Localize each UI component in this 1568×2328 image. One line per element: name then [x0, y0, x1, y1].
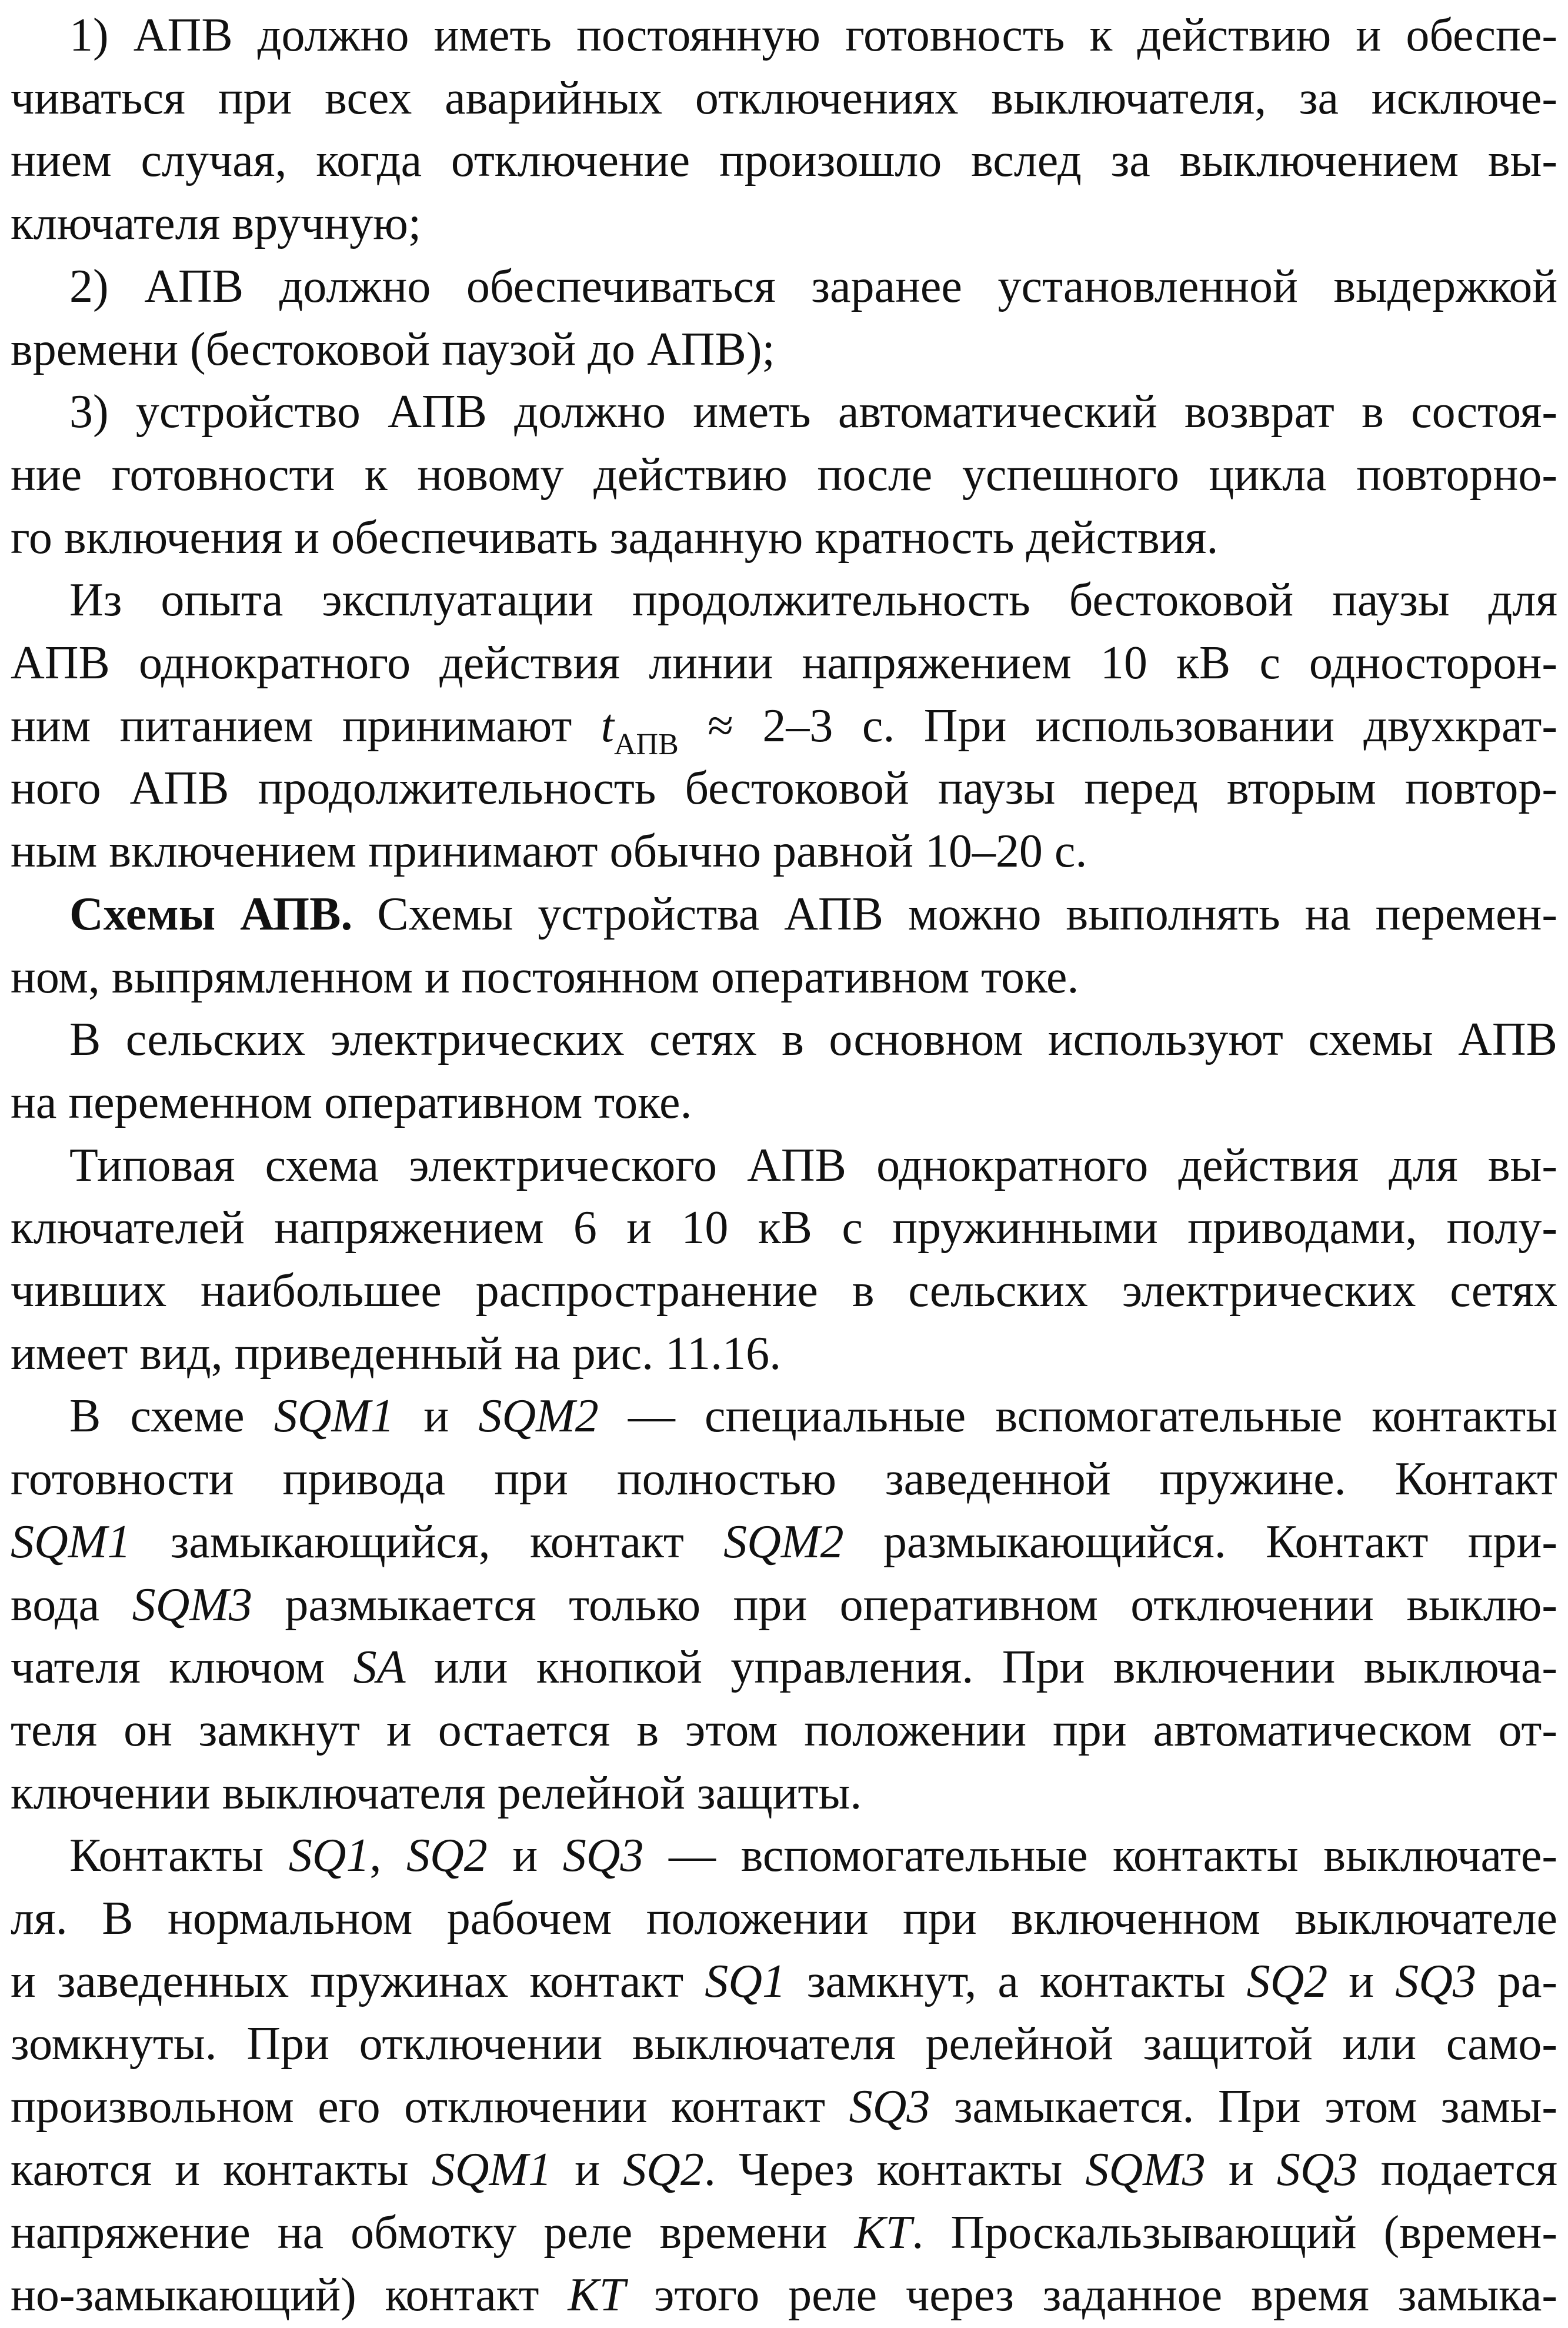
text-run: и — [1327, 1955, 1396, 2007]
text-line — [11, 1634, 1557, 1700]
italic-term: SQM1 — [431, 2143, 552, 2196]
text-line — [69, 379, 1557, 445]
text-line — [11, 1572, 1557, 1638]
text-line — [11, 2200, 1557, 2266]
text-run: произвольном его отключении контакт — [11, 2081, 849, 2133]
text-run: замыкающийся, контакт — [131, 1516, 724, 1568]
text-run: ключателей напряжением 6 и 10 кВ с пружинными приводами, полу- — [11, 1202, 1557, 1254]
text-line — [11, 2137, 1557, 2203]
text-run: ра- — [1476, 1955, 1557, 2007]
text-run: и — [552, 2143, 623, 2196]
text-line — [11, 1258, 1557, 1324]
text-run: на переменном оперативном токе. — [11, 1076, 692, 1128]
text-run: замыкается. При этом замы- — [930, 2081, 1557, 2133]
text-run: и — [1205, 2143, 1277, 2196]
italic-term: SA — [353, 1641, 406, 1694]
text-line — [11, 1446, 1557, 1512]
text-run: чивших наибольшее распространение в сельских электрических сетях — [11, 1265, 1557, 1317]
text-run: размыкающийся. Контакт при- — [843, 1516, 1557, 1568]
text-run: В сельских электрических сетях в основном используют схемы АПВ — [69, 1014, 1557, 1066]
italic-term: SQ3 — [562, 1830, 644, 1882]
text-run: , — [369, 1830, 407, 1882]
italic-term: SQM1 — [11, 1516, 131, 1568]
text-run: ного АПВ продолжительность бестоковой паузы перед вторым повтор- — [11, 762, 1557, 815]
text-run: Контакты — [69, 1830, 289, 1882]
text-line — [11, 1949, 1557, 2014]
italic-term: SQ2 — [406, 1830, 488, 1882]
text-run: 3) устройство АПВ должно иметь автоматический возврат в состоя- — [69, 386, 1557, 438]
text-run: подается — [1357, 2143, 1557, 2196]
text-run: 2) АПВ должно обеспечиваться заранее установленной выдержкой — [69, 260, 1557, 312]
text-run: этого реле через заданное время замыка- — [625, 2269, 1557, 2322]
text-line — [11, 944, 1557, 1010]
italic-term: SQM3 — [132, 1578, 252, 1631]
italic-term: SQM1 — [273, 1390, 395, 1443]
text-run: Схемы устройства АПВ можно выполнять на перемен- — [352, 888, 1557, 940]
text-run: ним питанием принимают — [11, 700, 601, 752]
text-run: — вспомогательные контакты выключате- — [643, 1830, 1557, 1882]
text-line — [69, 1007, 1557, 1073]
text-line — [69, 881, 1557, 947]
text-line — [11, 1697, 1557, 1763]
text-run: имеет вид, приведенный на рис. 11.16. — [11, 1327, 782, 1380]
text-line — [11, 1321, 1557, 1387]
text-line — [11, 755, 1557, 821]
text-run: нием случая, когда отключение произошло вслед за выключением вы- — [11, 135, 1557, 187]
text-run: ля. В нормальном рабочем положении при включенном выключателе — [11, 1893, 1557, 1944]
text-line — [69, 254, 1557, 319]
text-line — [11, 128, 1557, 194]
text-run: 1) АПВ должно иметь постоянную готовность к действию и обеспе- — [69, 9, 1557, 61]
text-line — [11, 1509, 1557, 1575]
text-run: чателя ключом — [11, 1641, 353, 1694]
text-run: — специальные вспомогательные контакты — [598, 1390, 1557, 1443]
text-run: размыкается только при оперативном отключении выклю- — [252, 1578, 1557, 1631]
text-run: . Проскальзывающий (времен- — [912, 2206, 1557, 2259]
text-line — [69, 1133, 1557, 1198]
text-run: АПВ однократного действия линии напряжением 10 кВ с односторон- — [11, 637, 1557, 689]
text-run: чиваться при всех аварийных отключениях выключателя, за исключе- — [11, 72, 1557, 124]
italic-term: SQ3 — [849, 2081, 930, 2133]
italic-term: SQM2 — [478, 1390, 599, 1443]
text-line — [69, 1383, 1557, 1449]
text-line — [69, 567, 1557, 633]
text-run: го включения и обеспечивать заданную кратность действия. — [11, 511, 1219, 564]
text-line — [11, 1070, 1557, 1135]
text-run: и заведенных пружинах контакт — [11, 1955, 705, 2007]
italic-term: SQ1 — [288, 1830, 370, 1882]
text-line — [11, 1760, 1557, 1826]
text-run: времени (бестоковой паузой до АПВ); — [11, 323, 775, 375]
text-run: ном, выпрямленном и постоянном оперативном токе. — [11, 951, 1079, 1003]
text-run: ≈ 2–3 с. При использовании двухкрат- — [678, 700, 1557, 752]
text-run: ние готовности к новому действию после успешного цикла повторно- — [11, 448, 1557, 501]
text-line — [11, 442, 1557, 508]
text-run: каются и контакты — [11, 2143, 432, 2196]
text-run: В схеме — [69, 1390, 274, 1443]
italic-term: SQM2 — [723, 1516, 844, 1568]
italic-term: SQ2 — [623, 2143, 704, 2196]
section-heading: Схемы АПВ. — [69, 888, 353, 940]
text-run: ключателя вручную; — [11, 198, 422, 250]
text-run: . Через контакты — [703, 2143, 1086, 2196]
italic-term: SQM3 — [1085, 2143, 1206, 2196]
text-run: и — [394, 1390, 479, 1443]
text-line — [11, 317, 1557, 382]
text-line — [11, 693, 1557, 759]
text-line — [11, 1886, 1557, 1951]
italic-term: KT — [854, 2206, 912, 2259]
text-run: Из опыта эксплуатации продолжительность бестоковой паузы для — [69, 574, 1557, 627]
italic-term: KT — [568, 2269, 626, 2322]
text-line — [69, 1823, 1557, 1889]
text-run: напряжение на обмотку реле времени — [11, 2206, 855, 2259]
text-line — [11, 505, 1557, 571]
text-run: зомкнуты. При отключении выключателя релейной защитой или само- — [11, 2018, 1557, 2070]
text-run: готовности привода при полностью заведенной пружине. Контакт — [11, 1453, 1557, 1506]
text-run: или кнопкой управления. При включении выключа- — [405, 1641, 1557, 1694]
text-line — [11, 65, 1557, 131]
text-line — [11, 1195, 1557, 1261]
text-run: теля он замкнут и остается в этом положении при автоматическом от- — [11, 1704, 1557, 1756]
text-run: ным включением принимают обычно равной 10–20 с. — [11, 825, 1087, 878]
text-line — [11, 2074, 1557, 2140]
text-run: вода — [11, 1578, 132, 1631]
italic-term: SQ3 — [1395, 1955, 1476, 2007]
italic-term: t — [600, 700, 614, 752]
text-line — [11, 2262, 1557, 2328]
text-run: ключении выключателя релейной защиты. — [11, 1767, 862, 1819]
italic-term: SQ1 — [705, 1955, 786, 2007]
text-run: но-замыкающий) контакт — [11, 2269, 568, 2322]
italic-term: SQ2 — [1246, 1955, 1328, 2007]
text-line — [11, 2011, 1557, 2077]
text-line — [11, 630, 1557, 696]
text-line — [11, 818, 1557, 884]
italic-term: SQ3 — [1276, 2143, 1358, 2196]
subscript: АПВ — [613, 727, 679, 759]
text-run: Типовая схема электрического АПВ однократного действия для вы- — [69, 1139, 1557, 1191]
text-line — [69, 2, 1557, 68]
text-run: замкнут, а контакты — [786, 1955, 1247, 2007]
text-run: и — [487, 1830, 563, 1882]
text-line — [11, 191, 1557, 257]
